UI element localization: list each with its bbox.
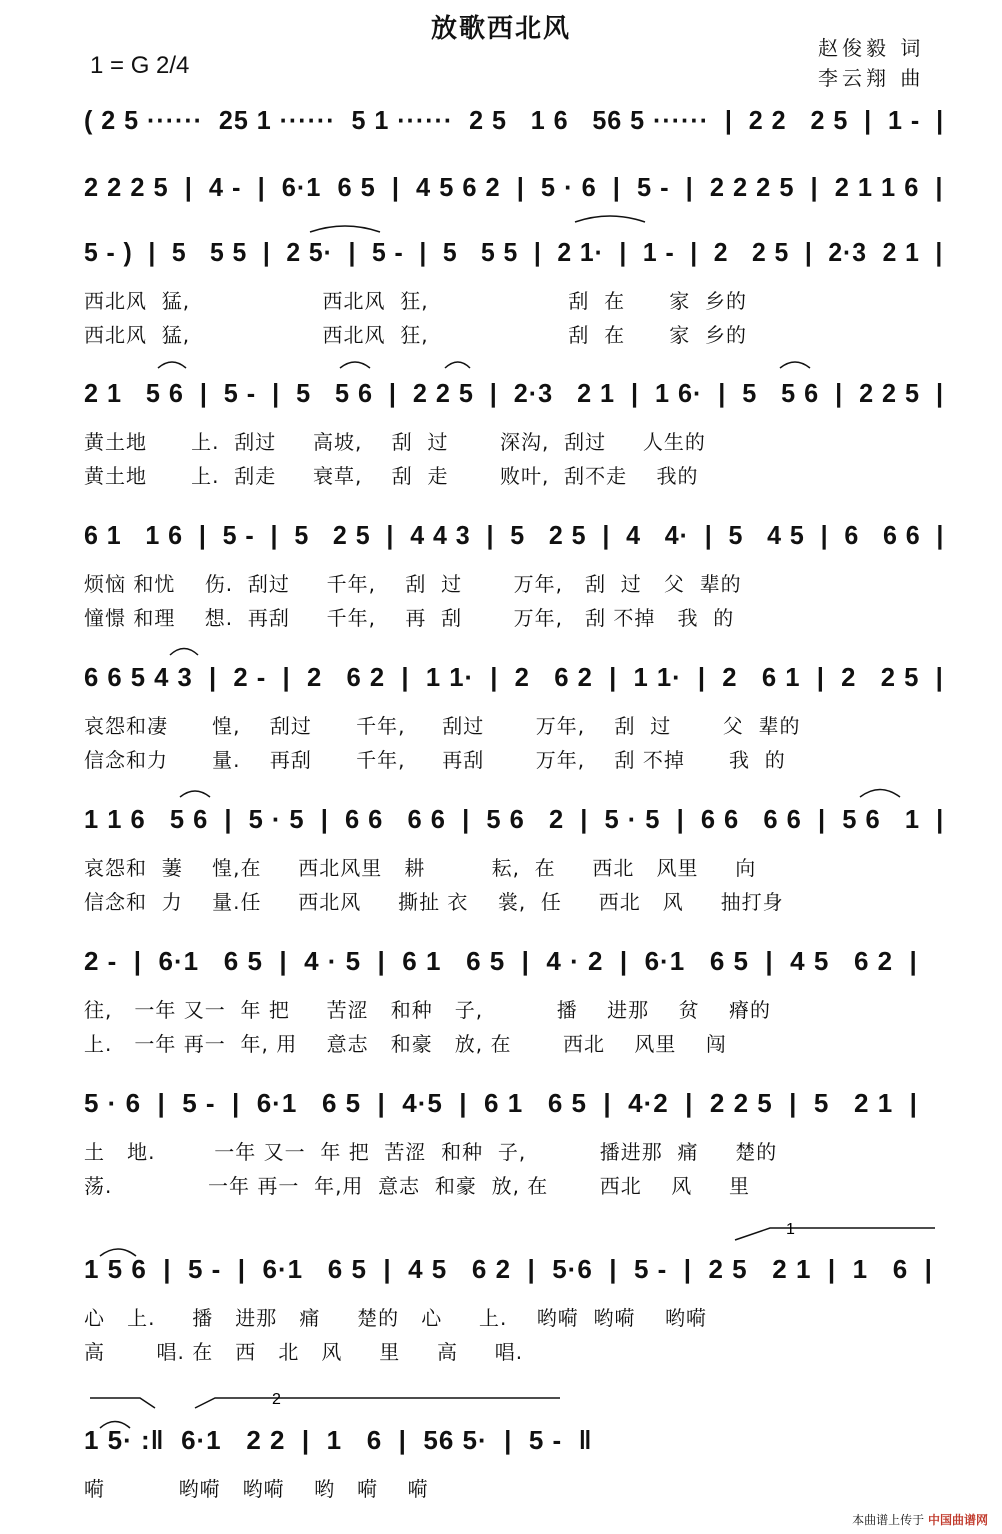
lyric-verse-2: 憧憬 和理 想. 再刮 千年, 再 刮 万年, 刮 不掉 我 的 — [84, 606, 735, 630]
lyric-verse-2: 黄土地 上. 刮走 衰草, 刮 走 败叶, 刮不走 我的 — [84, 464, 699, 488]
lyric-verse-1: 西北风 猛, 西北风 狂, 刮 在 家 乡的 — [84, 289, 747, 313]
footer-text: 本曲谱上传于 — [852, 1513, 925, 1527]
lyric-verse-2: 信念和力 量. 再刮 千年, 再刮 万年, 刮 不掉 我 的 — [84, 748, 786, 772]
footer-brand[interactable]: 中国曲谱网 — [927, 1513, 988, 1527]
jianpu-notation: 1 5· :‖ 6·1 2 2 | 1 6 | 56 5· | 5 - ‖ — [84, 1425, 593, 1455]
jianpu-notation: 5 · 6 | 5 - | 6·1 6 5 | 4·5 | 6 1 6 5 | 4·2 | 2 2 5 | 5 2 1 | — [84, 1088, 918, 1118]
lyric-verse-2: 信念和 力 量.任 西北风 撕扯 衣 裳, 任 西北 风 抽打身 — [84, 890, 784, 914]
lyric-verse-1: 土 地. 一年 又一 年 把 苦涩 和种 子, 播进那 痛 楚的 — [84, 1140, 778, 1164]
lyric-verse-2: 高 唱. 在 西 北 风 里 高 唱. — [84, 1340, 524, 1364]
slur — [860, 790, 900, 798]
lyric-verse-1: 嗬 哟嗬 哟嗬 哟 嗬 嗬 — [84, 1477, 429, 1501]
volta-1-number: 1 — [786, 1221, 795, 1238]
lyricist-credit: 赵俊毅 词 — [818, 36, 925, 60]
lyric-verse-2: 上. 一年 再一 年, 用 意志 和豪 放, 在 西北 风里 闯 — [84, 1032, 727, 1056]
lyric-verse-2: 荡. 一年 再一 年,用 意志 和豪 放, 在 西北 风 里 — [84, 1174, 751, 1198]
volta-2-number: 2 — [272, 1391, 281, 1408]
slur — [340, 362, 370, 368]
lyric-verse-1: 哀怨和 萋 惶,在 西北风里 耕 耘, 在 西北 风里 向 — [84, 856, 757, 880]
jianpu-notation: 2 1 5 6 | 5 - | 5 5 6 | 2 2 5 | 2·3 2 1 | 1 6· | 5 5 6 | 2 2 5 | — [84, 378, 945, 408]
jianpu-notation: ( 2 5 ······ 25 1 ······ 5 1 ······ 2 5 1 6 56 5 ······ | 2 2 2 5 | 1 - | — [84, 105, 945, 135]
slur — [310, 226, 380, 232]
jianpu-notation: 1 1 6 5 6 | 5 · 5 | 6 6 6 6 | 5 6 2 | 5 · 5 | 6 6 6 6 | 5 6 1 | — [84, 804, 945, 834]
jianpu-notation: 1 5 6 | 5 - | 6·1 6 5 | 4 5 6 2 | 5·6 | 5 - | 2 5 2 1 | 1 6 | — [84, 1254, 933, 1284]
lyric-verse-1: 黄土地 上. 刮过 高坡, 刮 过 深沟, 刮过 人生的 — [84, 430, 706, 454]
slur — [100, 1422, 130, 1429]
lyric-verse-1: 烦恼 和忧 伤. 刮过 千年, 刮 过 万年, 刮 过 父 辈的 — [84, 572, 742, 596]
jianpu-notation: 2 2 2 5 | 4 - | 6·1 6 5 | 4 5 6 2 | 5 · 6 | 5 - | 2 2 2 5 | 2 1 1 6 | — [84, 172, 944, 202]
key-signature: 1 = G 2/4 — [90, 52, 190, 79]
volta-tail — [90, 1398, 155, 1408]
volta-1-bracket — [735, 1228, 935, 1240]
lyric-verse-1: 哀怨和凄 惶, 刮过 千年, 刮过 万年, 刮 过 父 辈的 — [84, 714, 801, 738]
jianpu-notation: 6 1 1 6 | 5 - | 5 2 5 | 4 4 3 | 5 2 5 | 4 4· | 5 4 5 | 6 6 6 | — [84, 520, 945, 550]
jianpu-notation: 5 - ) | 5 5 5 | 2 5· | 5 - | 5 5 5 | 2 1· | 1 - | 2 2 5 | 2·3 2 1 | — [84, 237, 944, 267]
song-title: 放歌西北风 — [430, 14, 571, 44]
slur — [170, 649, 198, 656]
footer — [852, 1511, 988, 1528]
lyric-verse-1: 心 上. 播 进那 痛 楚的 心 上. 哟嗬 哟嗬 哟嗬 — [84, 1306, 707, 1330]
slur — [575, 216, 645, 222]
lyric-verse-2: 西北风 猛, 西北风 狂, 刮 在 家 乡的 — [84, 323, 747, 347]
slur — [780, 362, 810, 368]
volta-2-bracket — [195, 1398, 560, 1408]
lyric-verse-1: 往, 一年 又一 年 把 苦涩 和种 子, 播 进那 贫 瘠的 — [84, 998, 772, 1022]
slur — [180, 791, 210, 797]
slur — [100, 1249, 136, 1256]
jianpu-notation: 2 - | 6·1 6 5 | 4 · 5 | 6 1 6 5 | 4 · 2 | 6·1 6 5 | 4 5 6 2 | — [84, 946, 918, 976]
slur — [158, 362, 186, 368]
jianpu-notation: 6 6 5 4 3 | 2 - | 2 6 2 | 1 1· | 2 6 2 | 1 1· | 2 6 1 | 2 2 5 | — [84, 662, 944, 692]
composer-credit: 李云翔 曲 — [818, 66, 925, 90]
slur — [445, 362, 470, 368]
